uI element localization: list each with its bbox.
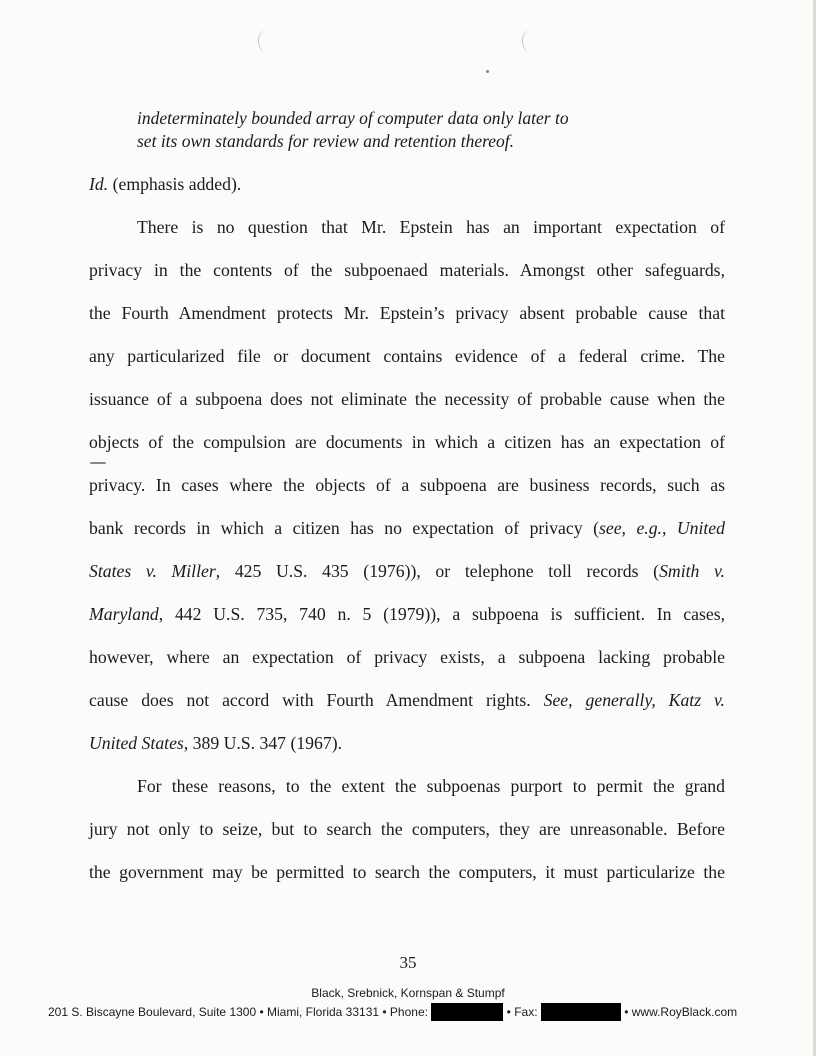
website-text: • www.RoyBlack.com <box>624 1005 738 1019</box>
firm-name: Black, Srebnick, Kornspan & Stumpf <box>311 986 505 1000</box>
citation-id: Id. <box>89 174 109 194</box>
address-text: 201 S. Biscayne Boulevard, Suite 1300 • Miami, Florida 33131 • Phone: <box>48 1005 428 1019</box>
redaction-block <box>431 1003 503 1021</box>
body-text: , 389 U.S. 347 (1967). <box>183 733 343 753</box>
body-line <box>89 732 725 754</box>
body-line <box>89 603 725 625</box>
quote-line: set its own standards for review and retention thereof. <box>137 131 515 151</box>
case-citation: see, e.g., United <box>598 518 726 538</box>
body-line: For these reasons, to the extent the subpoenas purport to permit the grand <box>137 776 725 796</box>
body-line: the Fourth Amendment protects Mr. Epstein’s privacy absent probable cause that <box>89 303 725 323</box>
case-name: Maryland <box>89 604 159 624</box>
scan-speck <box>486 70 489 73</box>
body-line <box>89 689 725 711</box>
body-text: cause does not accord with Fourth Amendment rights. <box>89 690 544 710</box>
body-line: issuance of a subpoena does not eliminate the necessity of probable cause when the <box>89 389 725 409</box>
body-line: privacy in the contents of the subpoenaed materials. Amongst other safeguards, <box>89 260 725 280</box>
body-line: jury not only to seize, but to search the computers, they are unreasonable. Before <box>89 819 725 839</box>
body-line: There is no question that Mr. Epstein has an important expectation of <box>137 217 725 237</box>
body-line <box>89 517 725 539</box>
punch-hole-mark <box>522 30 537 52</box>
case-name: United States <box>89 733 184 753</box>
body-text: , 425 U.S. 435 (1976)), or telephone toll records ( <box>215 561 660 581</box>
case-name: States v. Miller <box>89 561 216 581</box>
case-citation: See, generally, Katz v. <box>543 690 725 710</box>
footer-address-line <box>48 1003 768 1021</box>
block-quote <box>137 107 657 153</box>
body-line: however, where an expectation of privacy exists, a subpoena lacking probable <box>89 647 725 667</box>
citation-text: (emphasis added). <box>108 174 242 194</box>
body-line: the government may be permitted to search the computers, it must particularize the <box>89 862 725 882</box>
page-number: 35 <box>399 953 417 972</box>
fax-label: • Fax: <box>506 1005 538 1019</box>
body-text: bank records in which a citizen has no expectation of privacy ( <box>89 518 599 538</box>
scan-speck <box>90 462 106 464</box>
body-line: privacy. In cases where the objects of a subpoena are business records, such as <box>89 475 725 495</box>
body-line: any particularized file or document contains evidence of a federal crime. The <box>89 346 725 366</box>
citation-line <box>89 173 725 195</box>
body-line <box>89 560 725 582</box>
body-line: objects of the compulsion are documents in which a citizen has an expectation of <box>89 432 725 452</box>
punch-hole-mark <box>258 30 273 52</box>
case-name: Smith v. <box>659 561 725 581</box>
quote-line: indeterminately bounded array of computer data only later to <box>137 108 569 128</box>
body-text: , 442 U.S. 735, 740 n. 5 (1979)), a subpoena is sufficient. In cases, <box>158 604 725 624</box>
redaction-block <box>541 1003 621 1021</box>
